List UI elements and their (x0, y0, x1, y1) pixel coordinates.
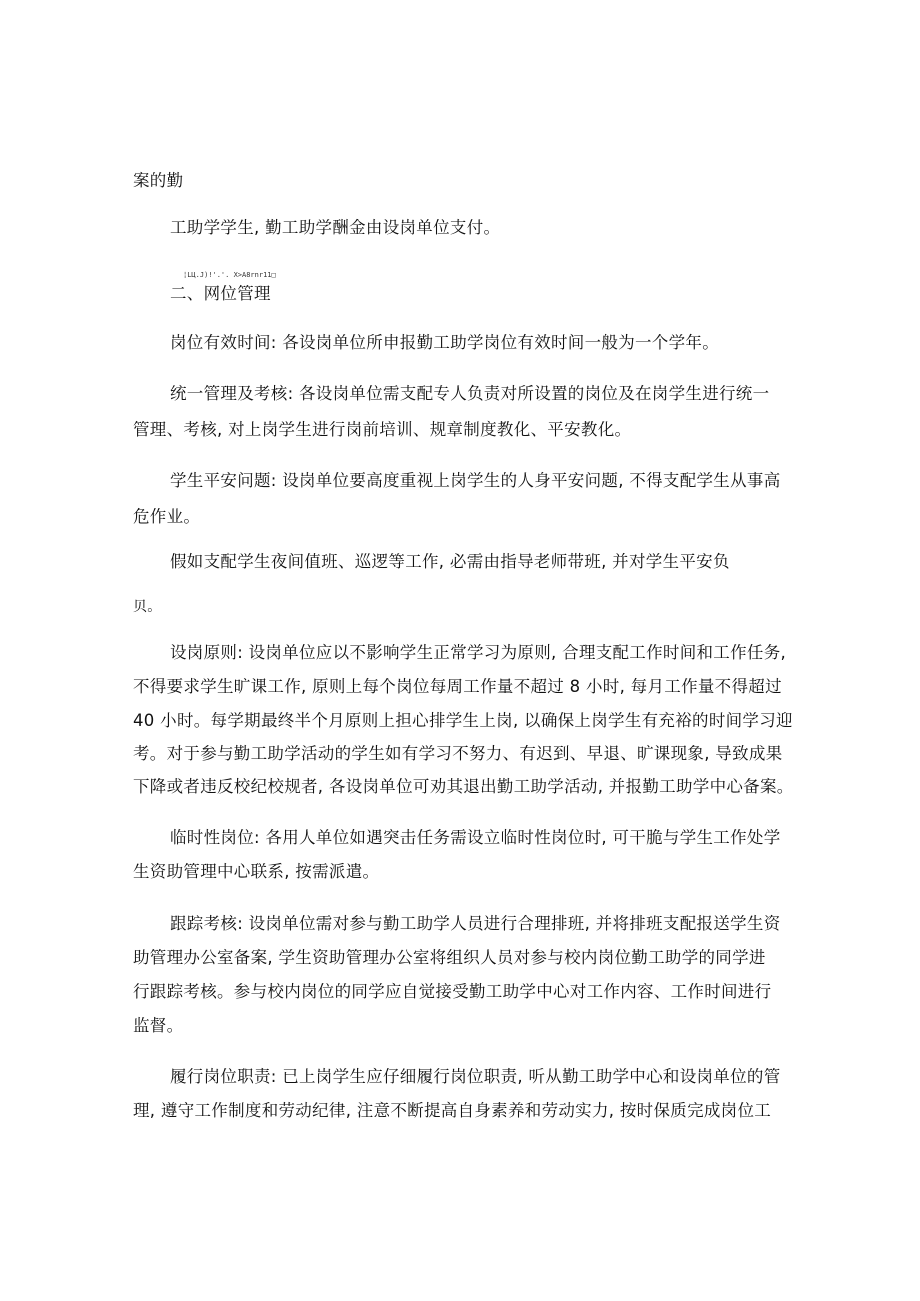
paragraph-line: 设岗原则: 设岗单位应以不影响学生正常学习为原则, 合理支配工作时间和工作任务, (170, 643, 787, 662)
paragraph-line: 跟踪考核: 设岗单位需对参与勤工助学人员进行合理排班, 并将排班支配报送学生资 (170, 914, 781, 933)
paragraph-line: 下降或者违反校纪校规者, 各设岗单位可劝其退出勤工助学活动, 并报勤工助学中心备案。 (133, 777, 794, 796)
paragraph-line: 不得要求学生旷课工作, 原则上每个岗位每周工作量不超过 8 小时, 每月工作量不得超过 (133, 677, 782, 696)
paragraph-line: 40 小时。每学期最终半个月原则上担心排学生上岗, 以确保上岗学生有充裕的时间学习迎 (133, 711, 793, 730)
paragraph-line: 贝。 (133, 599, 162, 615)
paragraph-line: 生资助管理中心联系, 按需派遣。 (133, 862, 380, 881)
paragraph-line: 监督。 (133, 1016, 184, 1035)
section-heading: 二、网位管理 (170, 284, 271, 303)
scan-artifact-text: ¦LЦ.J)!'.'. X>A8rnr11□ (183, 271, 276, 279)
paragraph-line: 考。对于参与勤工助学活动的学生如有学习不努力、有迟到、早退、旷课现象, 导致成果 (133, 744, 783, 763)
paragraph-line: 管理、考核, 对上岗学生进行岗前培训、规章制度教化、平安教化。 (133, 420, 632, 439)
paragraph-line: 临时性岗位: 各用人单位如遇突击任务需设立临时性岗位时, 可干脆与学生工作处学 (170, 828, 781, 847)
paragraph-line: 助管理办公室备案, 学生资助管理办公室将组织人员对参与校内岗位勤工助学的同学进 (133, 948, 766, 967)
paragraph-line: 岗位有效时间: 各设岗单位所申报勤工助学岗位有效时间一般为一个学年。 (170, 333, 720, 352)
paragraph-line: 理, 遵守工作制度和劳动纪律, 注意不断提高自身素养和劳动实力, 按时保质完成岗位工 (133, 1101, 772, 1120)
paragraph-line: 履行岗位职责: 已上岗学生应仔细履行岗位职责, 听从勤工助学中心和设岗单位的管 (170, 1067, 781, 1086)
paragraph-line: 假如支配学生夜间值班、巡逻等工作, 必需由指导老师带班, 并对学生平安负 (170, 552, 730, 571)
paragraph-line: 统一管理及考核: 各设岗单位需支配专人负责对所设置的岗位及在岗学生进行统一 (170, 384, 770, 403)
paragraph-line: 学生平安问题: 设岗单位要高度重视上岗学生的人身平安问题, 不得支配学生从事高 (170, 471, 781, 490)
paragraph-fragment-line: 案的勤 (133, 171, 184, 190)
paragraph-line: 危作业。 (133, 507, 201, 526)
paragraph-line: 行跟踪考核。参与校内岗位的同学应自觉接受勤工助学中心对工作内容、工作时间进行 (133, 982, 772, 1001)
paragraph-line: 工助学学生, 勤工助学酬金由设岗单位支付。 (170, 218, 501, 237)
